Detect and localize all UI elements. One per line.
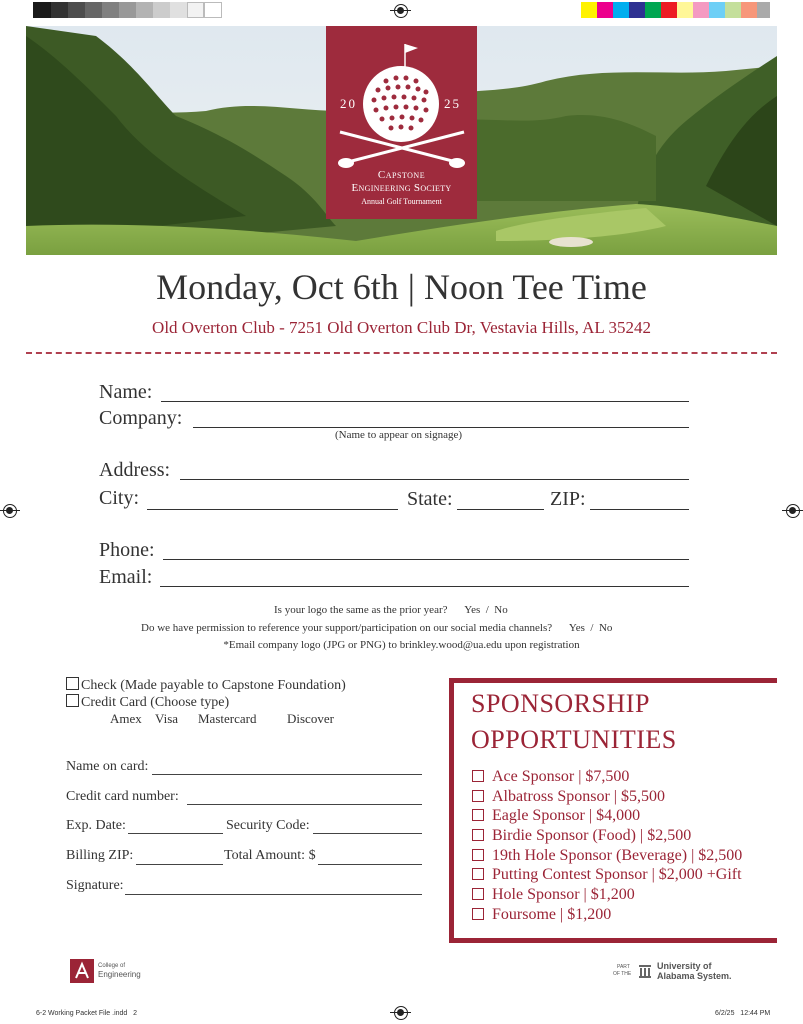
- sponsor-checkbox[interactable]: [472, 809, 484, 821]
- name-on-card-field[interactable]: [152, 774, 422, 775]
- signature-label: Signature:: [66, 878, 124, 893]
- state-field[interactable]: [457, 509, 544, 510]
- card-number-field[interactable]: [187, 804, 422, 805]
- phone-label: Phone:: [99, 539, 155, 561]
- dashed-divider: [26, 352, 777, 354]
- name-on-card-label: Name on card:: [66, 759, 149, 774]
- part-text: PART: [617, 964, 630, 970]
- sponsor-checkbox[interactable]: [472, 888, 484, 900]
- address-label: Address:: [99, 459, 171, 481]
- check-option-label: Check (Made payable to Capstone Foundation): [81, 678, 346, 693]
- total-amount-label: Total Amount: $: [224, 848, 316, 863]
- sponsor-option[interactable]: [472, 768, 629, 786]
- sponsor-checkbox[interactable]: [472, 849, 484, 861]
- check-checkbox[interactable]: [66, 677, 79, 690]
- ua-logo-icon: [70, 959, 94, 983]
- check-option[interactable]: [66, 677, 346, 694]
- sponsor-option-label: Albatross Sponsor | $5,500: [492, 788, 665, 805]
- logo-question: [274, 604, 508, 616]
- card-number-label: Credit card number:: [66, 789, 179, 804]
- ua-system-line1: University of: [657, 961, 712, 971]
- sponsor-option[interactable]: [472, 807, 640, 825]
- registration-mark-icon: [786, 504, 800, 518]
- sponsor-checkbox[interactable]: [472, 868, 484, 880]
- logo-year-left: 20: [340, 96, 357, 111]
- credit-checkbox[interactable]: [66, 694, 79, 707]
- logo-subtitle: Annual Golf Tournament: [361, 197, 442, 206]
- name-field[interactable]: [161, 401, 689, 402]
- sponsor-option-label: Ace Sponsor | $7,500: [492, 768, 630, 785]
- slug-file-name: 6-2 Working Packet File .indd 2: [36, 1010, 138, 1017]
- sponsor-option[interactable]: [472, 866, 742, 884]
- sponsor-option[interactable]: [472, 847, 742, 865]
- logo-org-line1: Capstone: [377, 169, 426, 181]
- security-code-label: Security Code:: [226, 818, 310, 833]
- sponsor-option[interactable]: [472, 906, 611, 924]
- logo-year-right: 25: [444, 96, 461, 111]
- sponsor-checkbox[interactable]: [472, 790, 484, 802]
- social-question: [141, 622, 612, 634]
- sponsor-option-label: 19th Hole Sponsor (Beverage) | $2,500: [492, 847, 743, 864]
- social-question-text: Do we have permission to reference your support/participation on our social media channels?: [141, 622, 553, 634]
- registration-mark-icon: [394, 1006, 408, 1020]
- sponsor-checkbox[interactable]: [472, 829, 484, 841]
- social-question-options[interactable]: Yes / No: [568, 622, 613, 634]
- slug-timestamp: 6/2/25 12:44 PM: [715, 1010, 771, 1017]
- sponsor-option[interactable]: [472, 886, 635, 904]
- college-of-text: College of: [98, 963, 126, 969]
- city-field[interactable]: [147, 509, 398, 510]
- sponsor-option-label: Birdie Sponsor (Food) | $2,500: [492, 827, 692, 844]
- sponsor-checkbox[interactable]: [472, 908, 484, 920]
- event-headline: Monday, Oct 6th | Noon Tee Time: [156, 267, 647, 307]
- total-amount-field[interactable]: [318, 864, 422, 865]
- billing-zip-field[interactable]: [136, 864, 223, 865]
- company-note: (Name to appear on signage): [335, 429, 463, 441]
- exp-date-field[interactable]: [128, 833, 223, 834]
- sponsor-option-label: Putting Contest Sponsor | $2,000 +Gift: [492, 866, 742, 883]
- city-label: City:: [99, 487, 140, 509]
- sponsor-option-label: Foursome | $1,200: [492, 906, 612, 923]
- company-field[interactable]: [193, 427, 689, 428]
- sponsor-option-label: Eagle Sponsor | $4,000: [492, 807, 641, 824]
- card-type-discover[interactable]: Discover: [287, 711, 334, 726]
- card-type-mastercard[interactable]: Mastercard: [198, 711, 257, 726]
- email-logo-note: *Email company logo (JPG or PNG) to brinkley.wood@ua.edu upon registration: [223, 639, 580, 651]
- registration-mark-icon: [394, 4, 408, 18]
- phone-field[interactable]: [163, 559, 689, 560]
- email-label: Email:: [99, 566, 153, 588]
- logo-question-options[interactable]: Yes / No: [464, 604, 508, 616]
- logo-org-line2: Engineering Society: [351, 182, 452, 194]
- sponsor-option[interactable]: [472, 788, 665, 806]
- security-code-field[interactable]: [313, 833, 422, 834]
- credit-option[interactable]: [66, 694, 229, 711]
- signature-field[interactable]: [125, 894, 422, 895]
- zip-label: ZIP:: [550, 488, 586, 510]
- company-label: Company:: [99, 407, 183, 429]
- sponsor-option-label: Hole Sponsor | $1,200: [492, 886, 635, 903]
- ua-system-icon: [638, 963, 652, 977]
- card-type-amex[interactable]: Amex: [110, 711, 142, 726]
- sponsorship-title-2: OPPORTUNITIES: [471, 725, 677, 754]
- engineering-text: Engineering: [98, 970, 141, 979]
- credit-option-label: Credit Card (Choose type): [81, 695, 230, 710]
- zip-field[interactable]: [590, 509, 689, 510]
- card-type-visa[interactable]: Visa: [155, 711, 179, 726]
- billing-zip-label: Billing ZIP:: [66, 848, 134, 863]
- sponsor-checkbox[interactable]: [472, 770, 484, 782]
- registration-mark-icon: [3, 504, 17, 518]
- email-field[interactable]: [160, 586, 689, 587]
- sponsorship-title-1: SPONSORSHIP: [471, 689, 650, 718]
- logo-question-text: Is your logo the same as the prior year?: [274, 604, 448, 616]
- name-label: Name:: [99, 381, 153, 403]
- sponsor-option[interactable]: [472, 827, 691, 845]
- address-field[interactable]: [180, 479, 689, 480]
- ua-system-line2: Alabama System.: [657, 971, 732, 981]
- event-venue: Old Overton Club - 7251 Old Overton Club Dr, Vestavia Hills, AL 35242: [152, 318, 651, 337]
- of-the-text: OF THE: [613, 971, 632, 977]
- tournament-logo: [326, 26, 477, 219]
- exp-date-label: Exp. Date:: [66, 818, 126, 833]
- state-label: State:: [407, 488, 453, 510]
